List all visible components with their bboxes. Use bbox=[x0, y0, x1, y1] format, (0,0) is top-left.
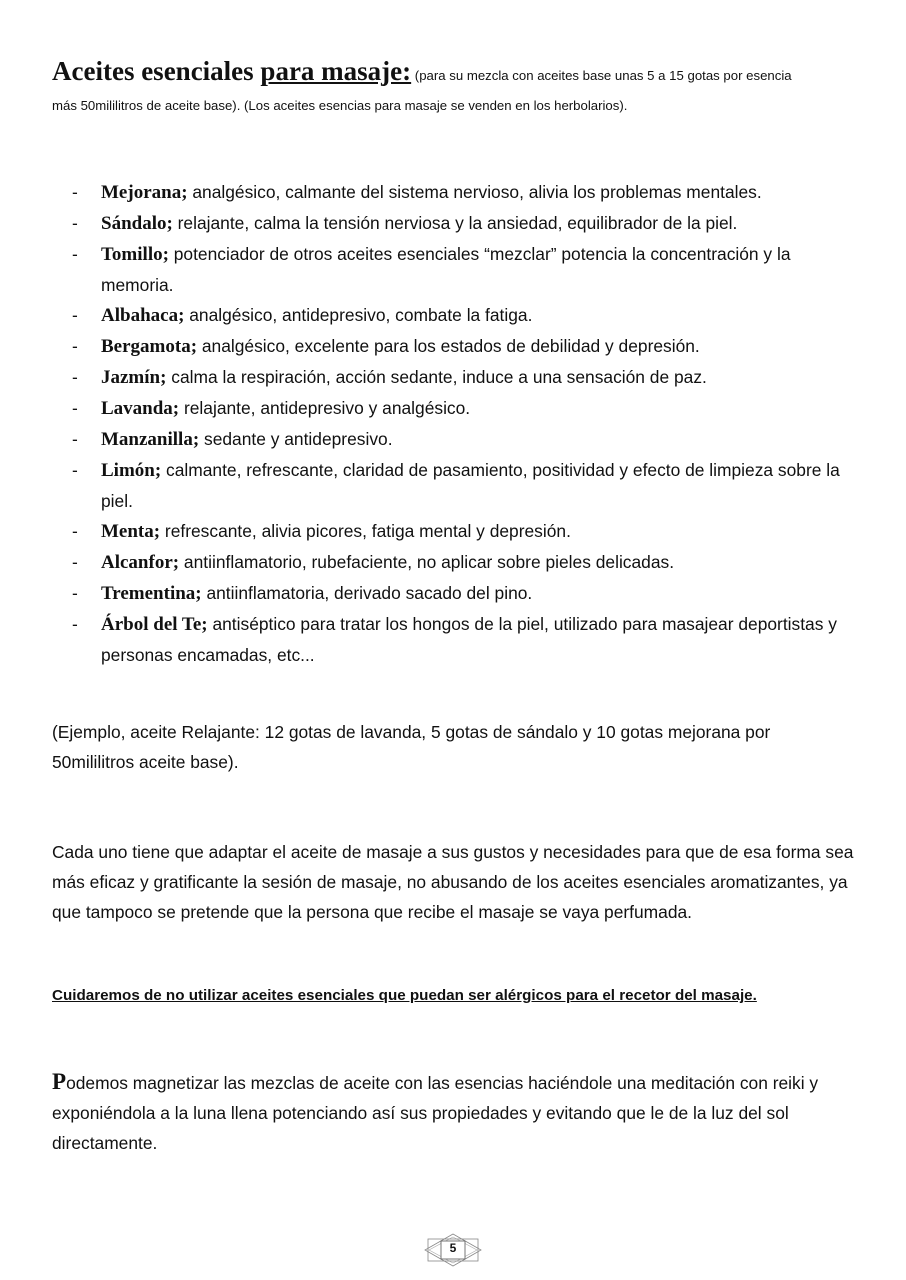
heading-title-part2: para masaje: bbox=[260, 56, 412, 86]
oil-description: potenciador de otros aceites esenciales “mezclar” potencia la concentración y la memoria. bbox=[101, 244, 791, 295]
oil-description: analgésico, antidepresivo, combate la fatiga. bbox=[184, 305, 533, 325]
oil-description: refrescante, alivia picores, fatiga mental y depresión. bbox=[160, 521, 571, 541]
oil-description: sedante y antidepresivo. bbox=[199, 429, 393, 449]
list-bullet: - bbox=[72, 305, 78, 325]
oil-name: Tomillo; bbox=[101, 244, 169, 265]
list-bullet: - bbox=[72, 182, 78, 202]
list-bullet: - bbox=[72, 614, 78, 634]
heading-title bbox=[52, 56, 411, 86]
list-bullet: - bbox=[72, 521, 78, 541]
list-bullet: - bbox=[72, 429, 78, 449]
allergy-warning: Cuidaremos de no utilizar aceites esenciales que puedan ser alérgicos para el recetor del masaje. bbox=[52, 987, 757, 1004]
oil-list-item bbox=[52, 547, 856, 578]
oil-name: Lavanda; bbox=[101, 398, 180, 419]
oil-list-item bbox=[52, 239, 856, 300]
oil-name: Manzanilla; bbox=[101, 429, 200, 450]
section-heading bbox=[52, 56, 856, 121]
oil-list-item bbox=[52, 331, 856, 362]
adapt-paragraph: Cada uno tiene que adaptar el aceite de masaje a sus gustos y necesidades para que de esa forma sea más eficaz y gratificante la sesión de masaje, no abusando de los aceites esenciales aromatizantes, ya que tampoco se pretende que la persona que recibe el masaje se vaya perfumada. bbox=[52, 842, 854, 922]
oil-description: antiinflamatoria, derivado sacado del pino. bbox=[201, 583, 533, 603]
oil-list-item bbox=[52, 516, 856, 547]
oil-description: calma la respiración, acción sedante, induce a una sensación de paz. bbox=[166, 367, 707, 387]
drop-cap: P bbox=[52, 1069, 67, 1094]
list-bullet: - bbox=[72, 460, 78, 480]
oil-description: antiinflamatorio, rubefaciente, no aplicar sobre pieles delicadas. bbox=[179, 552, 675, 572]
list-bullet: - bbox=[72, 336, 78, 356]
oil-name: Jazmín; bbox=[101, 367, 167, 388]
oil-description: calmante, refrescante, claridad de pasamiento, positividad y efecto de limpieza sobre la piel. bbox=[101, 460, 840, 511]
oil-list-item bbox=[52, 424, 856, 455]
oil-list-item bbox=[52, 300, 856, 331]
oil-description: analgésico, excelente para los estados de debilidad y depresión. bbox=[197, 336, 700, 356]
list-bullet: - bbox=[72, 367, 78, 387]
oil-list-item bbox=[52, 609, 856, 670]
oil-name: Albahaca; bbox=[101, 305, 185, 326]
example-paragraph: (Ejemplo, aceite Relajante: 12 gotas de lavanda, 5 gotas de sándalo y 10 gotas mejorana por 50mililitros aceite base). bbox=[52, 722, 771, 772]
heading-note-line2: más 50mililitros de aceite base). (Los aceites esencias para masaje se venden en los herbolarios). bbox=[52, 98, 628, 113]
oil-name: Sándalo; bbox=[101, 213, 173, 234]
oil-description: relajante, calma la tensión nerviosa y la ansiedad, equilibrador de la piel. bbox=[172, 213, 738, 233]
heading-note-line1: (para su mezcla con aceites base unas 5 a 15 gotas por esencia bbox=[411, 68, 792, 83]
oil-description: antiséptico para tratar los hongos de la piel, utilizado para masajear deportistas y personas encamadas, etc... bbox=[101, 614, 837, 665]
essential-oil-list bbox=[52, 177, 856, 670]
oil-name: Mejorana; bbox=[101, 182, 188, 203]
list-bullet: - bbox=[72, 583, 78, 603]
oil-description: relajante, antidepresivo y analgésico. bbox=[179, 398, 471, 418]
oil-list-item bbox=[52, 393, 856, 424]
oil-list-item bbox=[52, 177, 856, 208]
oil-name: Trementina; bbox=[101, 583, 202, 604]
list-bullet: - bbox=[72, 552, 78, 572]
document-page bbox=[52, 56, 856, 1158]
list-bullet: - bbox=[72, 213, 78, 233]
oil-list-item bbox=[52, 578, 856, 609]
reiki-paragraph bbox=[52, 1067, 856, 1158]
oil-name: Árbol del Te; bbox=[101, 614, 208, 635]
heading-title-part1: Aceites esenciales bbox=[52, 56, 261, 86]
page-number: 5 bbox=[449, 1241, 457, 1255]
reiki-text: odemos magnetizar las mezclas de aceite con las esencias haciéndole una meditación con reiki y exponiéndola a la luna llena potenciando así sus propiedades y evitando que le de la luz del sol directamente. bbox=[52, 1073, 819, 1153]
list-bullet: - bbox=[72, 244, 78, 264]
oil-name: Menta; bbox=[101, 521, 161, 542]
oil-list-item bbox=[52, 455, 856, 516]
oil-description: analgésico, calmante del sistema nervioso, alivia los problemas mentales. bbox=[187, 182, 762, 202]
oil-list-item bbox=[52, 208, 856, 239]
oil-name: Alcanfor; bbox=[101, 552, 180, 573]
oil-list-item bbox=[52, 362, 856, 393]
page-number-badge bbox=[424, 1233, 482, 1267]
list-bullet: - bbox=[72, 398, 78, 418]
oil-name: Limón; bbox=[101, 460, 162, 481]
oil-name: Bergamota; bbox=[101, 336, 198, 357]
